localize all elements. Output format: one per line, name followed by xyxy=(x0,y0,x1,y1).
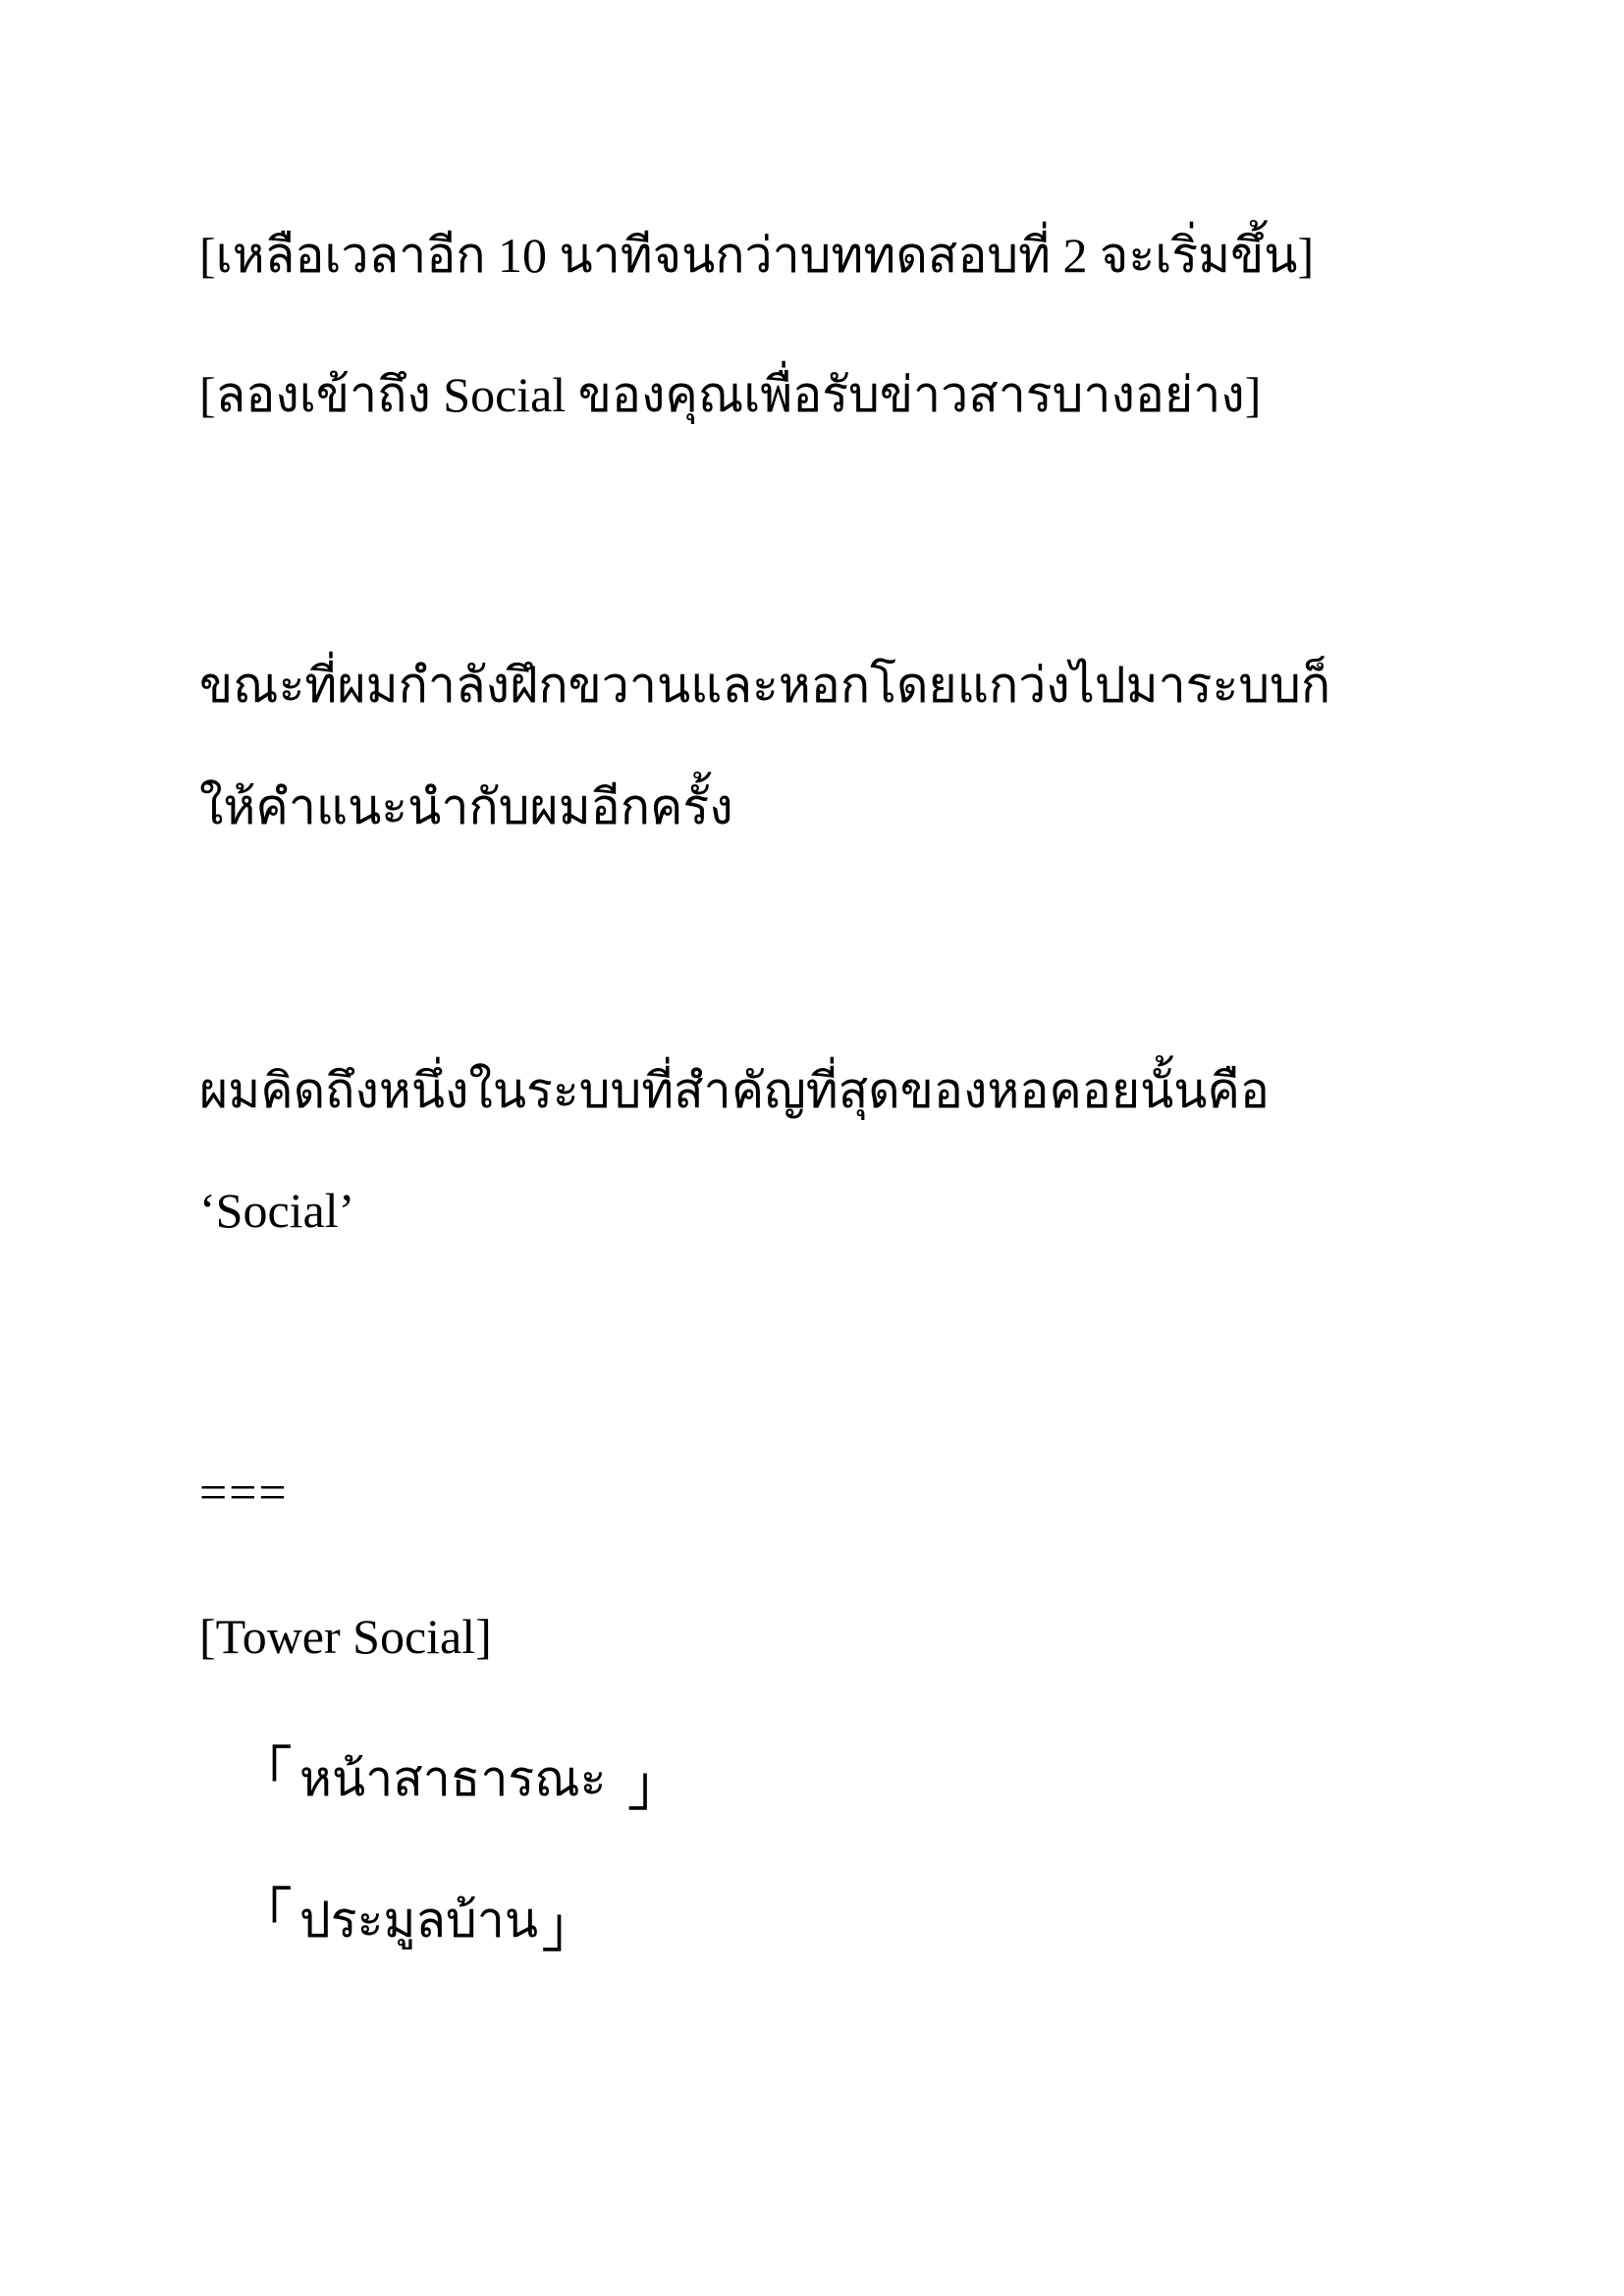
tower-social-title: [Tower Social] xyxy=(199,1609,492,1664)
system-social-message: [ลองเข้าถึง Social ของคุณเพื่อรับข่าวสารบางอย่าง] xyxy=(199,367,1262,422)
narration-paragraph-1-line-2: ให้คำแนะนำกับผมอีกครั้ง xyxy=(199,779,733,834)
close-bracket: 」 xyxy=(542,1896,596,1958)
narration-paragraph-1-line-1: ขณะที่ผมกำลังฝึกขวานและหอกโดยแกว่งไปมาระบบก็ xyxy=(199,658,1331,713)
system-time-message: [เหลือเวลาอีก 10 นาทีจนกว่าบททดสอบที่ 2 จะเริ่มขึ้น] xyxy=(199,228,1315,283)
menu-item-public-page xyxy=(239,1741,681,1817)
open-bracket: 「 xyxy=(239,1741,292,1803)
open-bracket: 「 xyxy=(239,1883,292,1945)
menu-item-house-auction xyxy=(239,1883,596,1958)
close-bracket: 」 xyxy=(627,1755,681,1817)
section-divider: === xyxy=(199,1465,289,1520)
menu-item-label: หน้าสาธารณะ xyxy=(299,1751,607,1806)
narration-paragraph-2-line-2: ‘Social’ xyxy=(199,1183,355,1238)
menu-item-label: ประมูลบ้าน xyxy=(299,1893,539,1948)
narration-paragraph-2-line-1: ผมคิดถึงหนึ่งในระบบที่สำคัญที่สุดของหอคอยนั้นคือ xyxy=(199,1063,1270,1118)
